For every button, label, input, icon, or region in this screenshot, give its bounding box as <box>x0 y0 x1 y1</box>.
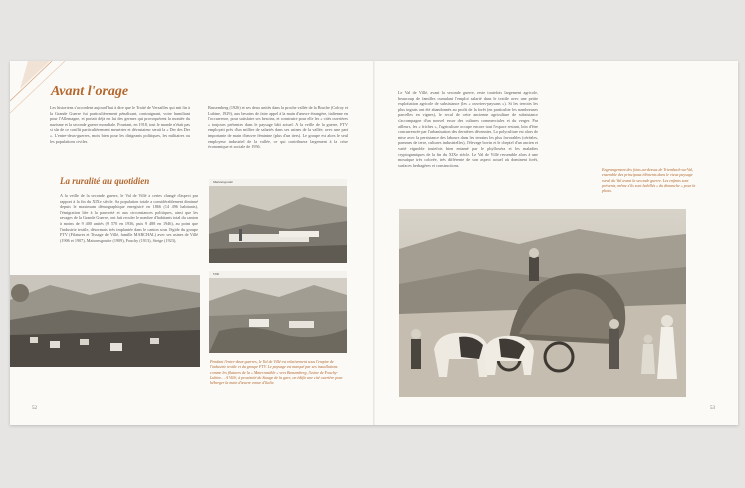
right-caption: Engrangement des foins au-dessus de Triembach-au-Val, ensemble des principaux éléments dans le vieux paysage rural du Val avant la seconde guerre. Les enfants sont présents, même s'ils sont habillés « du dimanche » pour la photo. <box>602 167 696 194</box>
page-title: Avant l'orage <box>51 84 129 99</box>
postcard-bottom-label: Villé <box>213 272 220 276</box>
right-page-number: 53 <box>710 406 715 411</box>
section-paragraph: A la veille de la seconde guerre, le Val de Villé a certes changé d'aspect par rapport à la fin du XIXe siècle. Sa population totale a considérablement diminué depuis le maximum démographique enregistré en 1866 (14 496 habitants), l'émigration liée à la pauvreté et aux circonstances politiques, ainsi que les ravages de la Grande Guerre, ont fait reculer le nombre d'habitants total du canton à moins de 9 400 unités (9 570 en 1936, puis 9 488 en 1946), au point que l'industrie textile, désormais très implantée dans le canton sous l'égide du groupe FTV (Filatures et Tissage de Villé, famille MARCHAL) avec ses usines de Villé (1906 et 1907), Maisonsgoutte (1909), Fouchy (1913), Steige (1923), <box>60 193 198 243</box>
postcard-top-label: Maisonsgoutte <box>213 180 233 184</box>
left-page-number: 52 <box>32 406 37 411</box>
intro-paragraph: Les historiens s'accordent aujourd'hui à dire que le Traité de Versailles qui mit fin à la Grande Guerre fut particulièrement pénalisant, contraignant, voire humiliant pour l'Allemagne, et portait déjà en lui des germes qui provoquèrent la montée du nazisme et la seconde guerre mondiale. Pourtant, en 1918, tout le monde n'était pas si sûr de ce conflit particulièrement meurtrier et dévastateur serait la « Der des Der ». L'entre-deux-guerres, mois bien pour les dirigeants politiques, les militaires ou les populations civiles. <box>50 105 190 144</box>
left-caption: Pendant l'entre-deux-guerres, le Val de Villé est relativement sous l'empire de l'industrie textile et du groupe FTV. Le paysage est marqué par ses installations comme les filatures de la « Maternmühle » vers Bassemberg, l'usine de Fouchy-Lubine… A Villé, à proximité du Stauge de la gare, on édifie une cité ouvrière pour héberger la main d'œuvre venue d'Italie. <box>210 359 343 386</box>
book-gutter <box>373 61 375 425</box>
haymaking-photo <box>399 209 686 397</box>
section-title: La ruralité au quotidien <box>60 176 150 186</box>
middle-paragraph: Bassemberg (1926) et ses deux unités dans la proche vallée de la Bruche (Colroy et Lubine, 1929), aux besoins de faire appel à la main d'œuvre étrangère, italienne en l'occurrence, pour satisfaire ses besoins, et construire pour elle les « cités ouvrières » toujours présentes dans le paysage bâti actuel. A la veille de la guerre, FTV employait près d'un millier de salariés dans ses usines de la vallée, avec une part importante de main d'œuvre féminine (plus d'un tiers). Le groupe est alors le seul employeur industriel de la vallée, ce qui contribuera largement à la crise économique et sociale de 1956. <box>208 105 348 150</box>
postcard-village-photo <box>209 271 347 353</box>
right-paragraph: Le Val de Villé, avant la seconde guerre, reste toutefois largement agricole, beaucoup de familles cumulant l'emploi salarié dans le textile avec une petite exploitation agricole de subsistance (les « ouvriers-paysans »). Si les terroirs les plus ingrats ont été abandonnés au profit de la forêt (en particulier les nombreuses parcelles en vignes), le recul de cette ancienne agriculture de subsistance s'accompagne d'un nouvel essor des cultures commerciales et du verger. Par ailleurs, les « friches », l'agriculture occupe encore tout l'espace restant, loin d'être concurrencée par l'urbanisation des dernières décennies. La polyculture est alors de mise avec la persistance des labours dans les terrains les plus favorables (céréales, pommes de terre, cultures industrielles), l'élevage bovin et le cheptel d'un ancien et varié vignoble toutefois bien entamé par le phylloxéra et les maladies cryptogamiques de la fin du XIXe siècle. Le Val de Villé ressemble alors à une mosaïque très colorée, très différente de son aspect actuel où dominent forêt, surfaces herbagères et constructions. <box>398 90 538 168</box>
postcard-factory-photo <box>209 179 347 263</box>
village-panorama-photo <box>10 275 200 367</box>
open-book-spread <box>10 61 738 425</box>
